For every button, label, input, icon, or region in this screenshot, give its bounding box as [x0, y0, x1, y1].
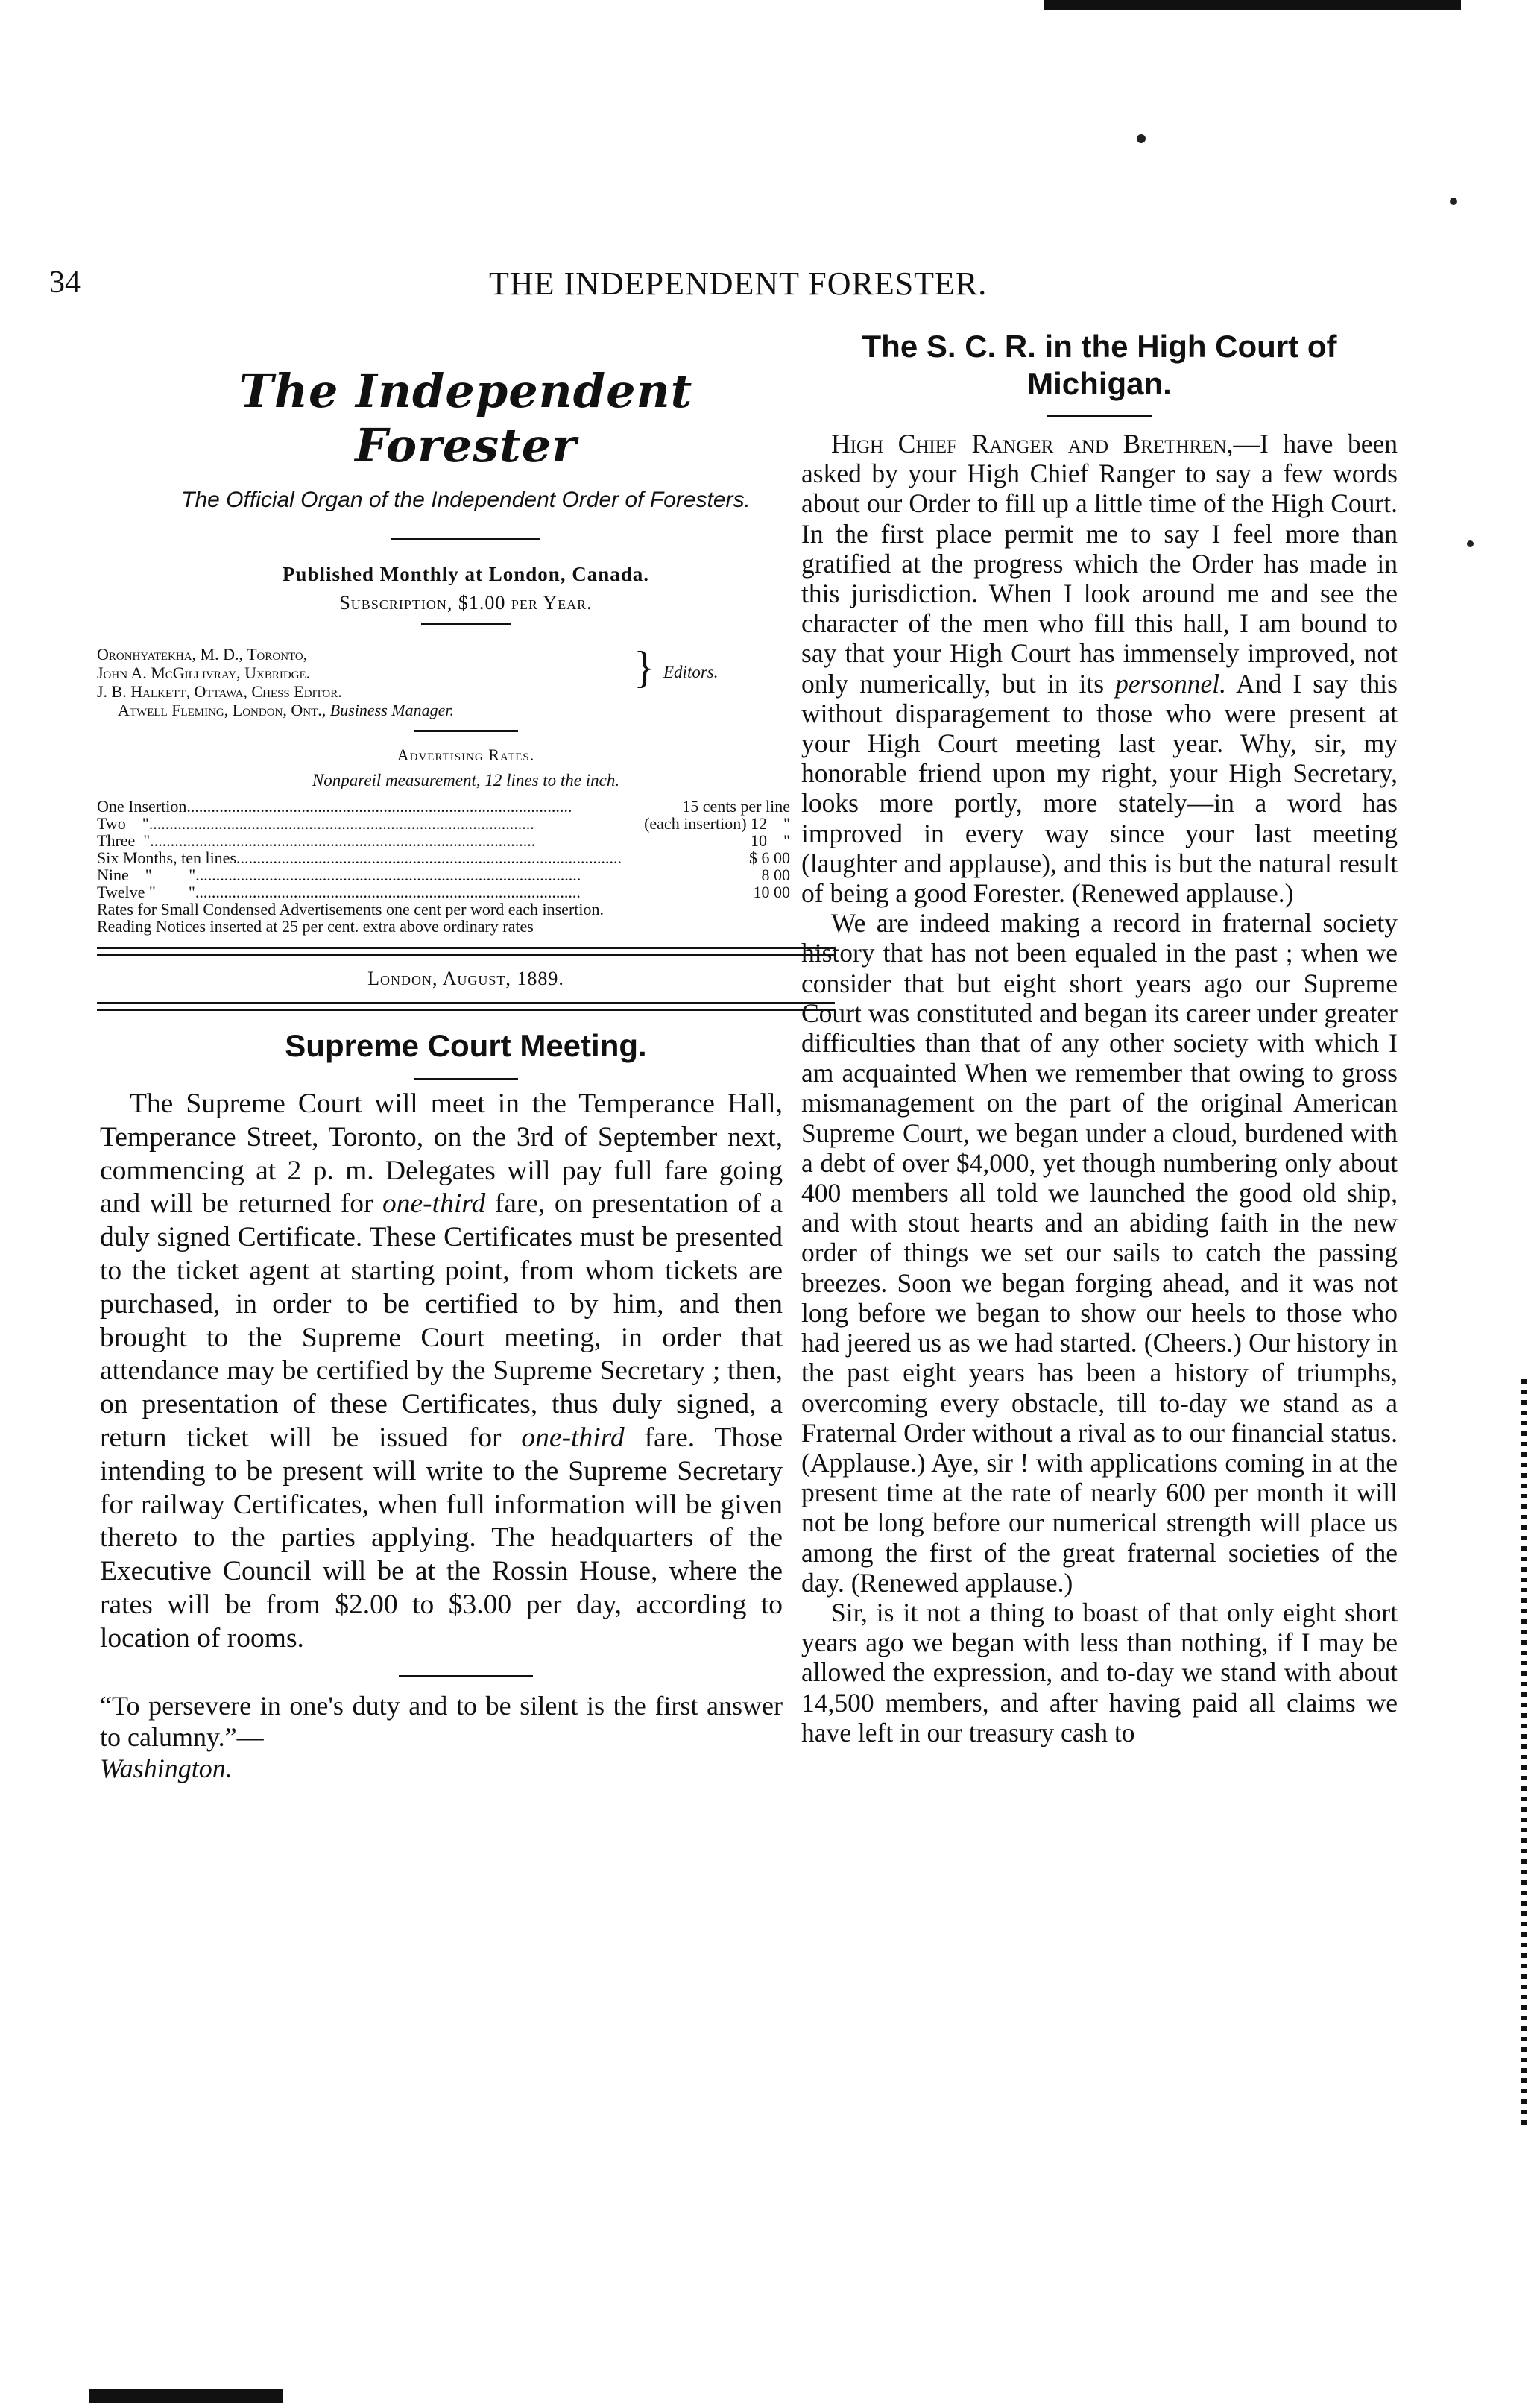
masthead-tagline: The Official Organ of the Independent Order of Foresters. [181, 488, 751, 512]
rate-note: Rates for Small Condensed Advertisements one cent per word each insertion. [97, 900, 604, 918]
rate-row: One Insertion .............................................................................................. 15 cents per line [97, 797, 790, 816]
rate-row: Nine " " .............................................................................................. 8 00 [97, 866, 790, 884]
divider [414, 1078, 518, 1080]
double-rule [97, 947, 835, 956]
high-court-heading: The S. C. R. in the High Court of Michigan. [862, 329, 1337, 401]
supreme-court-body [100, 1088, 783, 1656]
divider [391, 538, 540, 540]
running-title: THE INDEPENDENT FORESTER. [489, 265, 988, 302]
divider [421, 623, 511, 625]
scan-artifact-bottom [89, 2389, 283, 2403]
paragraph: We are indeed making a record in fraternal society history that has not been equaled in the past ; when we consider that but eight short years ago our Supreme Court was constituted and began its career under greater difficulties than that of any other society with which I am acquainted When we remember that owing to gross mismanagement on the part of the original American Supreme Court, we began under a cloud, burdened with a debt of over $4,000, yet though numbering only about 400 members all told we launched the good old ship, and with stout hearts and an abiding faith in the new order of things we set our sails to catch the passing breezes. Soon we began forging ahead, and it was not long before we began to show our heels to those who had jeered us as we had started. (Cheers.) Our history in the past eight years has been a history of triumphs, overcoming every obstacle, till to-day we stand as a Fraternal Order without a rival as to our financial status. (Applause.) Aye, sir ! with applications coming in at the present time at the rate of nearly 600 per month it will not be long before our numerical strength will place us among the first of the great fraternal societies of the day. (Renewed applause.) [801, 908, 1398, 1598]
quote-author: Washington. [100, 1753, 233, 1783]
supreme-court-heading: Supreme Court Meeting. [285, 1028, 647, 1063]
rate-row: Two " .............................................................................................. (each insertion) 12 " [97, 814, 790, 833]
double-rule [97, 1002, 835, 1011]
editors-label: Editors. [663, 663, 719, 681]
scan-speck [1467, 540, 1474, 547]
masthead-title: The Independent Forester [239, 364, 693, 473]
quotation: “To persevere in one's duty and to be silent is the first answer to calumny.”— Washington. [100, 1690, 783, 1783]
brace-glyph: } [634, 643, 655, 692]
editor-line: John A. McGillivray, Uxbridge. [97, 664, 311, 682]
scan-speck [1450, 198, 1457, 205]
left-column [97, 328, 790, 1784]
paragraph: High Chief Ranger and Brethren,—I have been asked by your High Chief Ranger to say a few words about our Order to fill up a little time of the High Court. In the first place permit me to say I feel more than gratified at the progress which the Order has made in this jurisdiction. When I look around me and see the character of the men who fill this hall, I am bound to say that your High Court has immensely improved, not only numerically, but in its personnel. And I say this without disparagement to those who were present at your High Court meeting last year. Why, sir, my honorable friend upon my right, your High Secretary, looks more portly, more stately—in a word has improved in every way since your last meeting (laughter and applause), and this is but the natural result of being a good Forester. (Renewed applause.) [801, 429, 1398, 909]
editor-line: J. B. Halkett, Ottawa, Chess Editor. [97, 682, 342, 701]
rates-table [97, 798, 790, 935]
rate-row: Three " .............................................................................................. 10 " [97, 831, 790, 850]
running-header [49, 265, 1510, 309]
salutation: High Chief Ranger and Brethren, [831, 429, 1234, 458]
scan-artifact-top [1044, 0, 1461, 10]
divider [1047, 415, 1152, 417]
business-manager-line: Atwell Fleming, London, Ont., Business Manager. [118, 701, 454, 719]
rate-row: Twelve " " .............................................................................................. 10 00 [97, 883, 790, 901]
paragraph: The Supreme Court will meet in the Temperance Hall, Temperance Street, Toronto, on the 3rd of September next, commencing at 2 p. m. Delegates will pay full fare going and will be returned for one-third fare, on presentation of a duly signed Certificate. These Certificates must be presented to the ticket agent at starting point, from whom tickets are purchased, in order to be certified to by him, and then brought to the Supreme Court meeting, in order that attendance may be certified by the Supreme Secretary ; then, on presentation of these Certificates, thus duly signed, a return ticket will be issued for one-third fare. Those intending to be present will write to the Supreme Secretary for railway Certificates, when full information will be given thereto to the parties applying. The headquarters of the Executive Council will be at the Rossin House, where the rates will be from $2.00 to $3.00 per day, according to location of rooms. [100, 1088, 783, 1654]
rate-note: Reading Notices inserted at 25 per cent. extra above ordinary rates [97, 917, 534, 936]
paragraph: Sir, is it not a thing to boast of that only eight short years ago we began with less than nothing, if I may be allowed the expression, and to-day we stand with about 14,500 members, and after having paid all claims we have left in our treasury cash to [801, 1597, 1398, 1747]
publication-line: Published Monthly at London, Canada. [282, 563, 650, 585]
scan-speck [1137, 134, 1146, 143]
ornament-rule [399, 1675, 533, 1677]
advertising-measure: Nonpareil measurement, 12 lines to the inch. [312, 771, 620, 789]
editors-block [97, 645, 783, 719]
page-number: 34 [49, 265, 81, 300]
scan-edge-mark [1521, 1379, 1527, 2125]
dateline: London, August, 1889. [367, 968, 564, 989]
editor-line: Oronhyatekha, M. D., Toronto, [97, 645, 308, 664]
advertising-title: Advertising Rates. [397, 746, 535, 764]
right-column [801, 328, 1398, 1747]
high-court-body [801, 429, 1398, 1747]
divider [414, 730, 518, 732]
subscription-line: Subscription, $1.00 per Year. [339, 592, 593, 614]
rate-row: Six Months, ten lines .............................................................................................. $ 6 00 [97, 848, 790, 867]
